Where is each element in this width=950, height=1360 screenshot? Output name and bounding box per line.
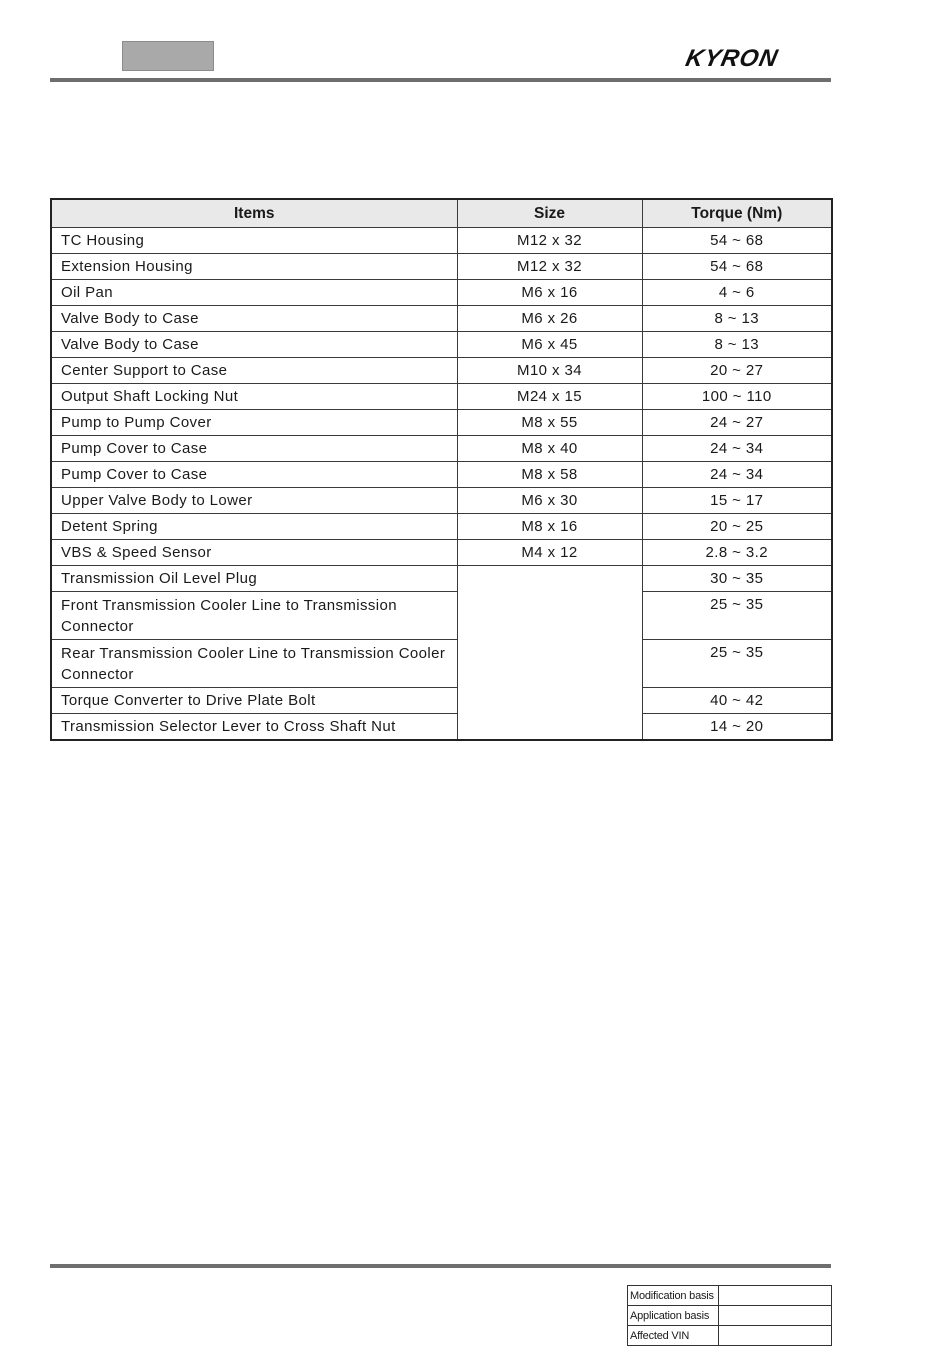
item-cell: Detent Spring: [51, 514, 457, 540]
table-row: [51, 410, 832, 436]
torque-cell: 15 ~ 17: [642, 488, 832, 514]
table-row: [51, 540, 832, 566]
torque-cell: 25 ~ 35: [642, 592, 832, 640]
size-cell: M6 x 30: [457, 488, 642, 514]
modification-basis-label: Modification basis: [628, 1286, 719, 1306]
size-cell: M8 x 55: [457, 410, 642, 436]
application-basis-row: [628, 1306, 832, 1326]
torque-cell: 54 ~ 68: [642, 228, 832, 254]
affected-vin-row: [628, 1326, 832, 1346]
table-row: [51, 358, 832, 384]
item-cell: Pump Cover to Case: [51, 436, 457, 462]
size-cell: M6 x 26: [457, 306, 642, 332]
torque-cell: 100 ~ 110: [642, 384, 832, 410]
item-cell: Transmission Oil Level Plug: [51, 566, 457, 592]
table-row: [51, 488, 832, 514]
table-row: [51, 566, 832, 592]
torque-cell: 54 ~ 68: [642, 254, 832, 280]
affected-vin-value: [719, 1326, 832, 1346]
size-cell: M4 x 12: [457, 540, 642, 566]
size-cell: M10 x 34: [457, 358, 642, 384]
torque-spec-table: [50, 198, 833, 741]
size-cell: M12 x 32: [457, 254, 642, 280]
table-row: [51, 280, 832, 306]
torque-cell: 14 ~ 20: [642, 714, 832, 741]
torque-cell: 4 ~ 6: [642, 280, 832, 306]
item-cell: Transmission Selector Lever to Cross Shaft Nut: [51, 714, 457, 741]
torque-cell: 20 ~ 25: [642, 514, 832, 540]
table-row: [51, 228, 832, 254]
table-row: [51, 332, 832, 358]
torque-cell: 20 ~ 27: [642, 358, 832, 384]
size-cell: M8 x 16: [457, 514, 642, 540]
item-cell: TC Housing: [51, 228, 457, 254]
size-cell: M6 x 16: [457, 280, 642, 306]
torque-cell: 24 ~ 34: [642, 462, 832, 488]
item-cell: Valve Body to Case: [51, 306, 457, 332]
table-row: [51, 514, 832, 540]
item-cell: Center Support to Case: [51, 358, 457, 384]
torque-cell: 25 ~ 35: [642, 640, 832, 688]
size-cell: M12 x 32: [457, 228, 642, 254]
size-cell: M8 x 40: [457, 436, 642, 462]
size-cell: M6 x 45: [457, 332, 642, 358]
item-cell: Rear Transmission Cooler Line to Transmission Cooler Connector: [51, 640, 457, 688]
modification-info-table: [627, 1285, 832, 1346]
item-cell: Pump to Pump Cover: [51, 410, 457, 436]
item-cell: Output Shaft Locking Nut: [51, 384, 457, 410]
size-cell: M8 x 58: [457, 462, 642, 488]
torque-cell: 8 ~ 13: [642, 332, 832, 358]
item-cell: Front Transmission Cooler Line to Transmission Connector: [51, 592, 457, 640]
table-row: [51, 714, 832, 741]
table-row: [51, 688, 832, 714]
modification-basis-row: [628, 1286, 832, 1306]
torque-cell: 24 ~ 34: [642, 436, 832, 462]
item-cell: Extension Housing: [51, 254, 457, 280]
application-basis-label: Application basis: [628, 1306, 719, 1326]
table-row: [51, 436, 832, 462]
item-cell: Pump Cover to Case: [51, 462, 457, 488]
torque-cell: 30 ~ 35: [642, 566, 832, 592]
table-row: [51, 254, 832, 280]
torque-cell: 8 ~ 13: [642, 306, 832, 332]
affected-vin-label: Affected VIN: [628, 1326, 719, 1346]
torque-cell: 40 ~ 42: [642, 688, 832, 714]
table-row: [51, 384, 832, 410]
table-header-row: [51, 199, 832, 228]
header-tab-block: [122, 41, 214, 71]
modification-basis-value: [719, 1286, 832, 1306]
table-row: [51, 306, 832, 332]
application-basis-value: [719, 1306, 832, 1326]
torque-cell: 2.8 ~ 3.2: [642, 540, 832, 566]
item-cell: VBS & Speed Sensor: [51, 540, 457, 566]
footer-divider: [50, 1264, 831, 1268]
size-cell: M24 x 15: [457, 384, 642, 410]
column-header-size: Size: [457, 199, 642, 228]
item-cell: Torque Converter to Drive Plate Bolt: [51, 688, 457, 714]
table-row: [51, 462, 832, 488]
size-cell-merged-blank: [457, 566, 642, 741]
column-header-torque: Torque (Nm): [642, 199, 832, 228]
item-cell: Upper Valve Body to Lower: [51, 488, 457, 514]
item-cell: Oil Pan: [51, 280, 457, 306]
item-cell: Valve Body to Case: [51, 332, 457, 358]
column-header-items: Items: [51, 199, 457, 228]
table-row: [51, 592, 832, 640]
torque-cell: 24 ~ 27: [642, 410, 832, 436]
header-divider: [50, 78, 831, 82]
kyron-logo: KYRON: [683, 45, 781, 72]
table-row: [51, 640, 832, 688]
